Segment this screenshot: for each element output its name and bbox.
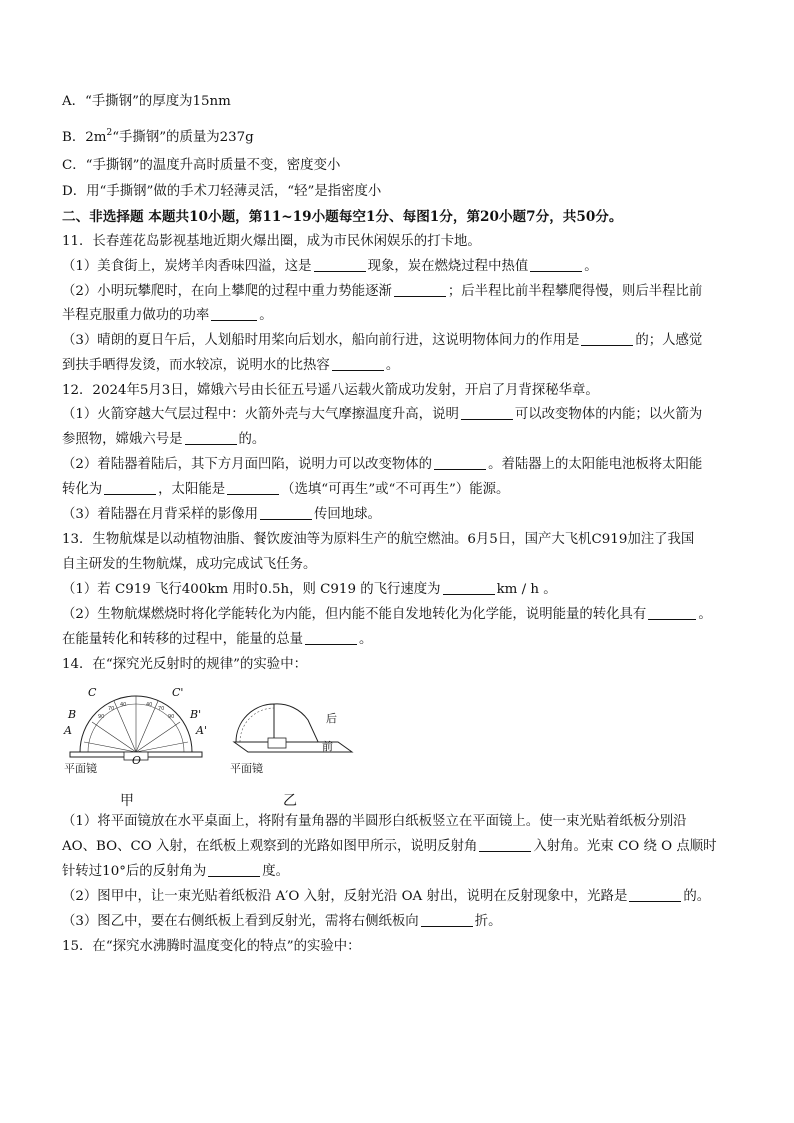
option-b-prefix: B．2m [62, 130, 107, 145]
blank[interactable] [461, 406, 513, 420]
option-b-sup: 2 [106, 128, 113, 138]
q11-part3: （3）晴朗的夏日午后，人划船时用桨向后划水，船向前行进，这说明物体间力的作用是 的；人感觉 [62, 333, 703, 348]
blank[interactable] [434, 456, 486, 470]
figure-yi [228, 690, 358, 778]
label-c-prime: C' [172, 686, 184, 699]
svg-text:90: 90 [168, 714, 175, 720]
blank[interactable] [305, 631, 357, 645]
blank[interactable] [227, 481, 279, 495]
q11-part1: （1）美食街上，炭烤羊肉香味四溢，这是 现象，炭在燃烧过程中热值 。 [62, 259, 598, 274]
figure-caption-yi: 乙 [283, 793, 297, 809]
svg-text:90: 90 [98, 714, 105, 720]
blank[interactable] [332, 357, 384, 371]
figure-caption-jia: 甲 [120, 793, 134, 809]
q12-part1: （1）火箭穿越大气层过程中：火箭外壳与大气摩擦温度升高，说明 可以改变物体的内能；以火箭为 [62, 407, 703, 422]
option-c: C．“手撕钢”的温度升高时质量不变，密度变小 [62, 158, 341, 173]
q15-stem: 15．在“探究水沸腾时温度变化的特点”的实验中： [62, 939, 361, 954]
label-a-prime: A' [196, 724, 207, 737]
q14-stem: 14．在“探究光反射时的规律”的实验中： [62, 657, 307, 672]
label-b-prime: B' [190, 708, 202, 721]
q14-part1-cont2: 针转过10°后的反射角为 度。 [62, 864, 290, 879]
blank[interactable] [104, 481, 156, 495]
blank[interactable] [479, 838, 531, 852]
q12-part3: （3）着陆器在月背采样的影像用 传回地球。 [62, 507, 381, 522]
svg-text:40: 40 [120, 702, 127, 708]
option-b-suffix: “手撕钢”的质量为237g [112, 130, 254, 145]
q12-part2-cont: 转化为 ，太阳能是 （选填“可再生”或“不可再生”）能源。 [62, 482, 510, 497]
q12-part1-cont: 参照物，嫦娥六号是 的。 [62, 432, 266, 447]
q12-part2: （2）着陆器着陆后，其下方月面凹陷，说明力可以改变物体的 。着陆器上的太阳能电池板将太阳能 [62, 457, 703, 472]
blank[interactable] [260, 506, 312, 520]
blank[interactable] [208, 863, 260, 877]
q11-part3-cont: 到扶手晒得发烫，而水较凉，说明水的比热容 。 [62, 358, 400, 373]
blank[interactable] [421, 913, 473, 927]
blank[interactable] [648, 606, 696, 620]
q13-part1: （1）若 C919 飞行400km 用时0.5h，则 C919 的飞行速度为 km / h 。 [62, 582, 557, 597]
mirror-label-yi: 平面镜 [230, 762, 263, 775]
blank[interactable] [211, 307, 257, 321]
q11-part2: （2）小明玩攀爬时，在向上攀爬的过程中重力势能逐渐 ；后半程比前半程攀爬得慢，则后半程比前 [62, 284, 703, 299]
q11-part2-cont: 半程克服重力做功的功率 。 [62, 308, 273, 323]
label-o: O [132, 754, 142, 767]
option-d: D．用“手撕钢”做的手术刀轻薄灵活，“轻”是指密度小 [62, 184, 382, 199]
q14-part2: （2）图甲中，让一束光贴着纸板沿 A′O 入射，反射光沿 OA 射出，说明在反射现象中，光路是 的。 [62, 889, 711, 904]
label-a: A [64, 724, 72, 737]
label-back: 后 [326, 712, 337, 725]
q11-stem: 11．长春莲花岛影视基地近期火爆出圈，成为市民休闲娱乐的打卡地。 [62, 234, 481, 249]
blank[interactable] [443, 581, 495, 595]
q12-stem: 12．2024年5月3日，嫦娥六号由长征五号遥八运载火箭成功发射，开启了月背探秘华章。 [62, 383, 599, 398]
option-b [62, 124, 254, 147]
label-front: 前 [322, 740, 333, 753]
section-heading: 二、非选择题 本题共10小题，第11~19小题每空1分、每图1分，第20小题7分，共50分。 [62, 209, 623, 225]
blank[interactable] [394, 283, 446, 297]
svg-text:70: 70 [158, 706, 165, 712]
q13-part2-cont: 在能量转化和转移的过程中，能量的总量 。 [62, 632, 373, 647]
q13-part2: （2）生物航煤燃烧时将化学能转化为内能，但内能不能自发地转化为化学能，说明能量的转化具有 。 [62, 607, 712, 622]
mirror-label-jia: 平面镜 [64, 762, 97, 775]
blank[interactable] [185, 431, 237, 445]
q13-stem-cont: 自主研发的生物航煤，成功完成试飞任务。 [62, 557, 317, 572]
blank[interactable] [629, 888, 681, 902]
q14-part1-cont: AO、BO、CO 入射，在纸板上观察到的光路如图甲所示，说明反射角 入射角。光束 CO 绕 O 点顺时 [62, 839, 717, 854]
blank[interactable] [581, 332, 633, 346]
q14-part3: （3）图乙中，要在右侧纸板上看到反射光，需将右侧纸板向 折。 [62, 914, 502, 929]
blank[interactable] [530, 258, 582, 272]
svg-text:40: 40 [146, 702, 153, 708]
option-a: A．“手撕钢”的厚度为15nm [62, 94, 231, 109]
figure-jia [62, 684, 212, 774]
svg-text:70: 70 [108, 706, 115, 712]
q14-part1: （1）将平面镜放在水平桌面上，将附有量角器的半圆形白纸板竖立在平面镜上。使一束光贴着纸板分别沿 [62, 814, 687, 829]
label-c: C [88, 686, 97, 699]
q13-stem: 13．生物航煤是以动植物油脂、餐饮废油等为原料生产的航空燃油。6月5日，国产大飞机C919加注了我国 [62, 532, 695, 547]
blank[interactable] [314, 258, 366, 272]
label-b: B [68, 708, 77, 721]
